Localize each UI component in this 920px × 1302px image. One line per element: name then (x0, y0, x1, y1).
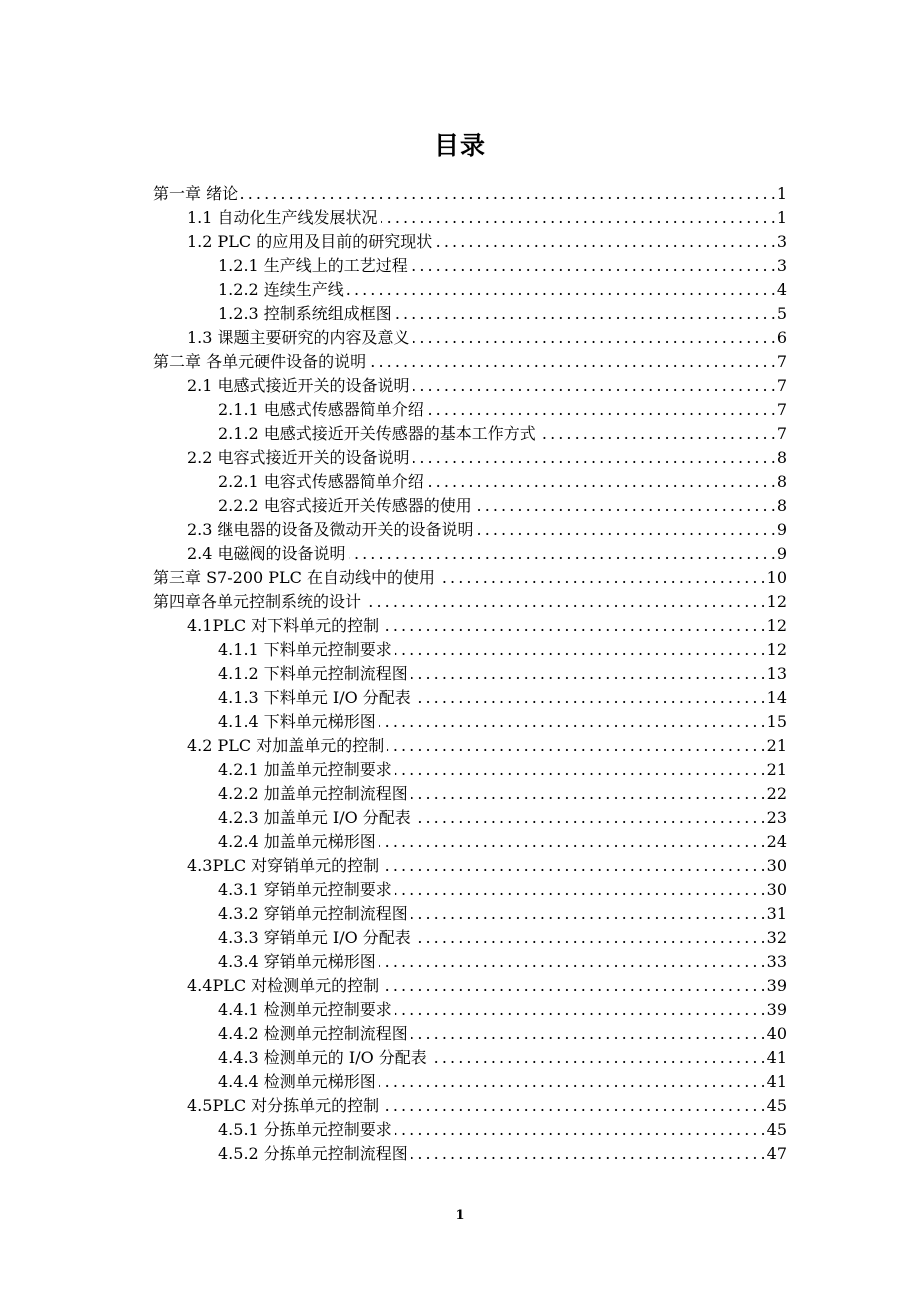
toc-entry-page-number: 39 (766, 976, 787, 995)
toc-entry-title: 2.3 继电器的设备及微动开关的设备说明 (187, 520, 474, 539)
toc-dot-leader (411, 254, 775, 278)
toc-entry-title: 1.2.2 连续生产线 (218, 280, 344, 299)
toc-entry-page-number: 30 (766, 856, 787, 875)
toc-dot-leader (379, 710, 765, 734)
toc-entry-level-1[interactable] (153, 590, 787, 614)
toc-entry-page-number: 33 (766, 952, 787, 971)
toc-entry-title: 4.3.2 穿销单元控制流程图 (218, 904, 408, 923)
toc-entry-title: 2.4 电磁阀的设备说明 (187, 544, 346, 563)
toc-entry-level-3[interactable] (153, 710, 787, 734)
toc-entry-title: 2.1 电感式接近开关的设备说明 (187, 376, 410, 395)
toc-entry-page-number: 12 (766, 592, 787, 611)
toc-entry-title: 第三章 S7-200 PLC 在自动线中的使用 (153, 568, 435, 587)
toc-entry-level-3[interactable] (153, 1142, 787, 1166)
toc-dot-leader (413, 374, 775, 398)
toc-dot-leader (369, 350, 775, 374)
toc-dot-leader (381, 206, 775, 230)
toc-entry-page-number: 6 (776, 328, 787, 347)
toc-entry-level-3[interactable] (153, 926, 787, 950)
toc-dot-leader (430, 1046, 765, 1070)
toc-entry-level-3[interactable] (153, 662, 787, 686)
toc-entry-page-number: 12 (766, 640, 787, 659)
toc-dot-leader (411, 1142, 765, 1166)
toc-entry-level-3[interactable] (153, 278, 787, 302)
toc-dot-leader (411, 662, 765, 686)
toc-entry-level-3[interactable] (153, 998, 787, 1022)
toc-entry-level-3[interactable] (153, 302, 787, 326)
page-title: 目录 (433, 131, 486, 160)
toc-entry-page-number: 13 (766, 664, 787, 683)
toc-entry-level-2[interactable] (153, 374, 787, 398)
toc-entry-page-number: 21 (766, 736, 787, 755)
toc-dot-leader (382, 974, 764, 998)
toc-dot-leader (413, 326, 775, 350)
toc-entry-level-3[interactable] (153, 1022, 787, 1046)
toc-entry-page-number: 8 (776, 448, 787, 467)
toc-entry-page-number: 1 (776, 184, 787, 203)
toc-dot-leader (241, 182, 775, 206)
toc-entry-level-2[interactable] (153, 230, 787, 254)
toc-dot-leader (382, 1094, 764, 1118)
toc-dot-leader (395, 998, 765, 1022)
toc-entry-title: 4.4.2 检测单元控制流程图 (218, 1024, 408, 1043)
toc-entry-level-3[interactable] (153, 494, 787, 518)
toc-entry-page-number: 8 (776, 496, 787, 515)
toc-entry-level-3[interactable] (153, 830, 787, 854)
toc-entry-page-number: 31 (766, 904, 787, 923)
toc-entry-page-number: 32 (766, 928, 787, 947)
toc-entry-level-2[interactable] (153, 734, 787, 758)
toc-dot-leader (539, 422, 775, 446)
toc-dot-leader (427, 398, 775, 422)
toc-entry-page-number: 7 (776, 376, 787, 395)
toc-entry-level-2[interactable] (153, 974, 787, 998)
toc-entry-page-number: 24 (766, 832, 787, 851)
toc-dot-leader (382, 614, 764, 638)
toc-entry-page-number: 21 (766, 760, 787, 779)
toc-dot-leader (411, 782, 765, 806)
toc-dot-leader (349, 542, 775, 566)
footer-page-number: 1 (455, 1208, 465, 1223)
toc-entry-title: 4.1.1 下料单元控制要求 (218, 640, 392, 659)
toc-entry-page-number: 7 (776, 352, 787, 371)
toc-entry-level-3[interactable] (153, 470, 787, 494)
toc-entry-level-3[interactable] (153, 1118, 787, 1142)
toc-entry-page-number: 12 (766, 616, 787, 635)
toc-entry-title: 4.1.3 下料单元 I/O 分配表 (218, 688, 411, 707)
toc-entry-page-number: 4 (776, 280, 787, 299)
toc-entry-level-2[interactable] (153, 1094, 787, 1118)
toc-entry-title: 2.2.2 电容式接近开关传感器的使用 (218, 496, 472, 515)
toc-entry-title: 4.1PLC 对下料单元的控制 (187, 616, 380, 635)
toc-entry-level-2[interactable] (153, 518, 787, 542)
toc-dot-leader (395, 638, 765, 662)
toc-entry-title: 4.3PLC 对穿销单元的控制 (187, 856, 380, 875)
toc-dot-leader (395, 758, 765, 782)
toc-entry-title: 2.2 电容式接近开关的设备说明 (187, 448, 410, 467)
toc-entry-page-number: 39 (766, 1000, 787, 1019)
toc-entry-level-2[interactable] (153, 614, 787, 638)
toc-entry-level-1[interactable] (153, 566, 787, 590)
toc-entry-title: 4.4.4 检测单元梯形图 (218, 1072, 376, 1091)
toc-dot-leader (435, 230, 775, 254)
toc-entry-title: 4.5.1 分拣单元控制要求 (218, 1120, 392, 1139)
toc-dot-leader (475, 494, 775, 518)
toc-dot-leader (477, 518, 775, 542)
toc-entry-title: 4.3.1 穿销单元控制要求 (218, 880, 392, 899)
toc-entry-title: 2.1.1 电感式传感器简单介绍 (218, 400, 424, 419)
toc-entry-level-3[interactable] (153, 254, 787, 278)
toc-entry-page-number: 7 (776, 400, 787, 419)
toc-entry-page-number: 3 (776, 232, 787, 251)
toc-dot-leader (387, 734, 764, 758)
toc-dot-leader (379, 950, 765, 974)
toc-entry-title: 4.2.2 加盖单元控制流程图 (218, 784, 408, 803)
toc-entry-level-3[interactable] (153, 686, 787, 710)
toc-entry-title: 4.3.3 穿销单元 I/O 分配表 (218, 928, 411, 947)
toc-entry-page-number: 40 (766, 1024, 787, 1043)
toc-dot-leader (414, 686, 765, 710)
toc-entry-level-2[interactable] (153, 206, 787, 230)
toc-entry-page-number: 15 (766, 712, 787, 731)
toc-entry-level-3[interactable] (153, 950, 787, 974)
toc-entry-page-number: 23 (766, 808, 787, 827)
toc-entry-page-number: 41 (766, 1048, 787, 1067)
toc-entry-title: 4.4.3 检测单元的 I/O 分配表 (218, 1048, 427, 1067)
toc-entry-title: 1.3 课题主要研究的内容及意义 (187, 328, 410, 347)
toc-dot-leader (395, 302, 775, 326)
toc-entry-title: 4.2.3 加盖单元 I/O 分配表 (218, 808, 411, 827)
toc-entry-level-3[interactable] (153, 1070, 787, 1094)
toc-entry-level-1[interactable] (153, 350, 787, 374)
toc-entry-page-number: 22 (766, 784, 787, 803)
toc-entry-title: 第四章各单元控制系统的设计 (153, 592, 362, 611)
toc-dot-leader (379, 830, 765, 854)
toc-entry-title: 4.4PLC 对检测单元的控制 (187, 976, 380, 995)
toc-entry-page-number: 41 (766, 1072, 787, 1091)
toc-entry-title: 第二章 各单元硬件设备的说明 (153, 352, 367, 371)
toc-dot-leader (414, 926, 765, 950)
toc-entry-page-number: 8 (776, 472, 787, 491)
toc-dot-leader (364, 590, 765, 614)
toc-dot-leader (347, 278, 775, 302)
toc-entry-page-number: 9 (776, 544, 787, 563)
toc-dot-leader (414, 806, 765, 830)
toc-dot-leader (411, 1022, 765, 1046)
toc-entry-page-number: 1 (776, 208, 787, 227)
toc-dot-leader (379, 1070, 765, 1094)
toc-entry-level-3[interactable] (153, 422, 787, 446)
toc-entry-page-number: 14 (766, 688, 787, 707)
toc-entry-page-number: 3 (776, 256, 787, 275)
toc-entry-title: 4.4.1 检测单元控制要求 (218, 1000, 392, 1019)
toc-entry-page-number: 5 (776, 304, 787, 323)
toc-entry-level-3[interactable] (153, 782, 787, 806)
toc-entry-title: 第一章 绪论 (153, 184, 239, 203)
toc-entry-page-number: 7 (776, 424, 787, 443)
toc-entry-title: 1.1 自动化生产线发展状况 (187, 208, 378, 227)
toc-entry-level-2[interactable] (153, 446, 787, 470)
toc-entry-page-number: 9 (776, 520, 787, 539)
toc-dot-leader (438, 566, 765, 590)
toc-dot-leader (395, 878, 765, 902)
toc-entry-level-3[interactable] (153, 1046, 787, 1070)
toc-entry-level-3[interactable] (153, 902, 787, 926)
toc-entry-title: 4.2.1 加盖单元控制要求 (218, 760, 392, 779)
toc-dot-leader (427, 470, 775, 494)
toc-entry-title: 4.1.4 下料单元梯形图 (218, 712, 376, 731)
toc-entry-page-number: 30 (766, 880, 787, 899)
toc-dot-leader (395, 1118, 765, 1142)
toc-entry-title: 4.2 PLC 对加盖单元的控制 (187, 736, 385, 755)
toc-entry-page-number: 45 (766, 1096, 787, 1115)
toc-dot-leader (413, 446, 775, 470)
toc-dot-leader (382, 854, 764, 878)
table-of-contents (153, 182, 787, 1166)
toc-entry-title: 2.2.1 电容式传感器简单介绍 (218, 472, 424, 491)
toc-entry-level-3[interactable] (153, 638, 787, 662)
toc-entry-level-1[interactable] (153, 182, 787, 206)
toc-entry-level-3[interactable] (153, 806, 787, 830)
toc-entry-title: 1.2.1 生产线上的工艺过程 (218, 256, 408, 275)
toc-entry-level-3[interactable] (153, 758, 787, 782)
toc-entry-title: 1.2 PLC 的应用及目前的研究现状 (187, 232, 433, 251)
toc-entry-level-2[interactable] (153, 542, 787, 566)
toc-entry-title: 4.5.2 分拣单元控制流程图 (218, 1144, 408, 1163)
toc-entry-title: 1.2.3 控制系统组成框图 (218, 304, 392, 323)
toc-entry-page-number: 47 (766, 1144, 787, 1163)
toc-entry-title: 2.1.2 电感式接近开关传感器的基本工作方式 (218, 424, 536, 443)
toc-entry-page-number: 10 (766, 568, 787, 587)
toc-entry-title: 4.1.2 下料单元控制流程图 (218, 664, 408, 683)
toc-entry-level-3[interactable] (153, 398, 787, 422)
toc-entry-level-2[interactable] (153, 326, 787, 350)
toc-entry-page-number: 45 (766, 1120, 787, 1139)
toc-dot-leader (411, 902, 765, 926)
toc-entry-level-3[interactable] (153, 878, 787, 902)
toc-entry-title: 4.3.4 穿销单元梯形图 (218, 952, 376, 971)
toc-entry-level-2[interactable] (153, 854, 787, 878)
toc-entry-title: 4.2.4 加盖单元梯形图 (218, 832, 376, 851)
toc-entry-title: 4.5PLC 对分拣单元的控制 (187, 1096, 380, 1115)
